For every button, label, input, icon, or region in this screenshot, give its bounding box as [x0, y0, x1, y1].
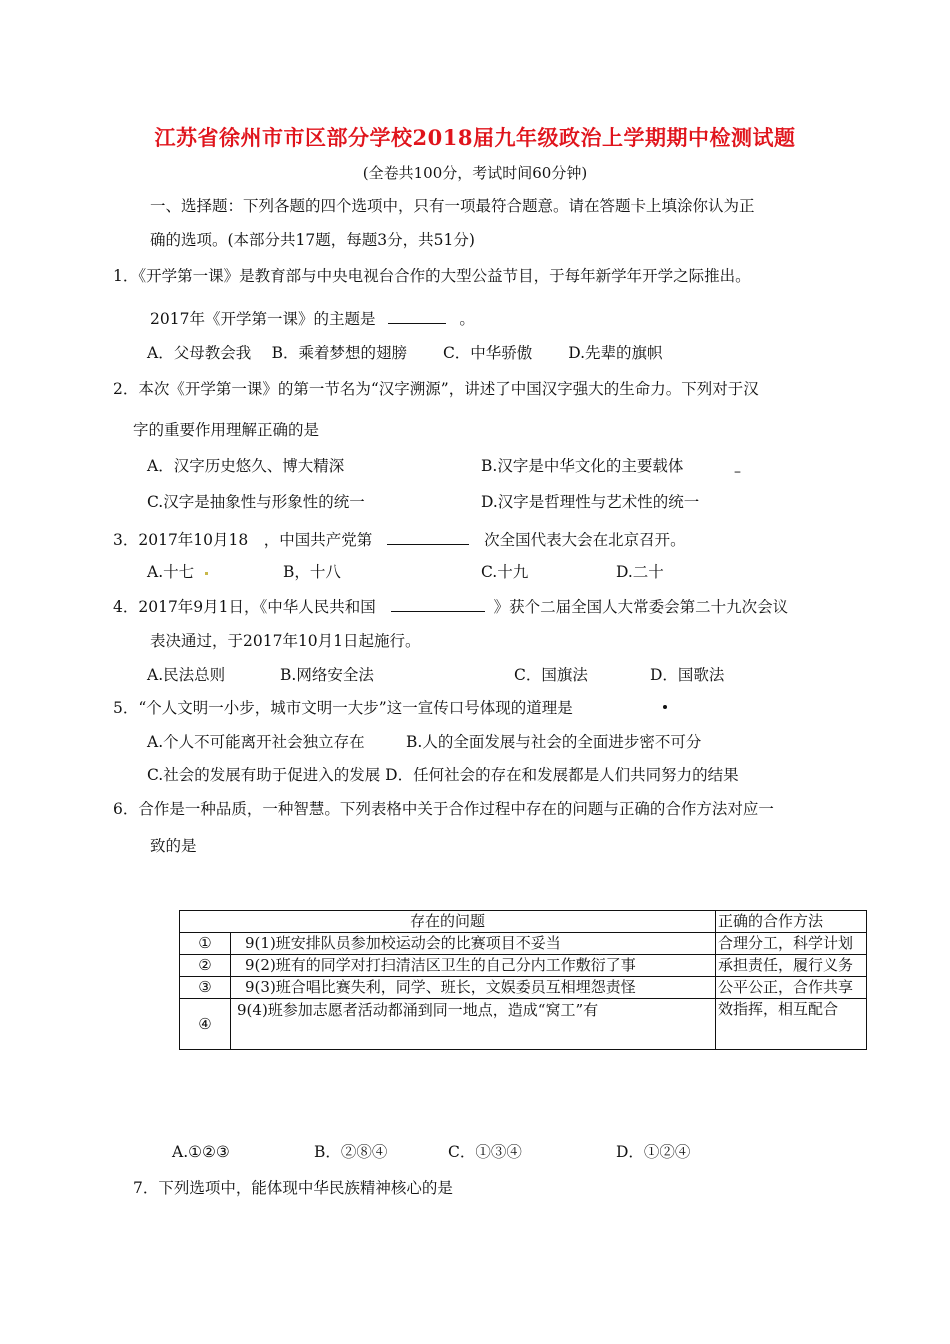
q2-option-a: A．汉字历史悠久、博大精深	[147, 457, 345, 475]
q3-stem-pre: 3．2017年10月18 ，中国共产党第	[113, 531, 373, 549]
q1-stem-line2	[150, 307, 475, 329]
q6-option-a: A.①②③	[172, 1143, 230, 1161]
q1-answer-blank	[388, 307, 446, 324]
q2-stem-line2: 字的重要作用理解正确的是	[133, 421, 320, 439]
table-header-row	[180, 911, 867, 933]
q4-stem-post: 》获个二届全国人大常委会第二十九次会议	[493, 598, 789, 616]
q6-option-c: C．①③④	[448, 1143, 522, 1161]
table-header-method: 正确的合作方法	[716, 911, 867, 933]
q3-stem	[113, 528, 686, 550]
q1-stem-line1: 1．《开学第一课》是教育部与中央电视台合作的大型公益节目，于每年新学年开学之际推出。	[113, 267, 751, 285]
stray-bullet	[663, 705, 667, 709]
table-row-method: 效指挥，相互配合	[716, 999, 867, 1050]
exam-info: (全卷共100分，考试时间60分钟)	[362, 164, 588, 182]
q2-option-d: D.汉字是哲理性与艺术性的统一	[481, 493, 700, 511]
q3-option-b: B，十八	[283, 563, 341, 581]
q4-stem-pre: 4．2017年9月1日，《中华人民共和国	[113, 598, 376, 616]
table-row-problem: 9(1)班安排队员参加校运动会的比赛项目不妥当	[231, 933, 716, 955]
q6-option-b: B．②⑧④	[314, 1143, 388, 1161]
q4-option-b: B.网络安全法	[280, 666, 374, 684]
stray-dash: –	[734, 464, 741, 480]
q1-options: A．父母教会我 B．乘着梦想的翅膀 C．中华骄傲 D.先辈的旗帜	[147, 344, 663, 362]
q4-option-a: A.民法总则	[147, 666, 226, 684]
table-row-method: 承担责任，履行义务	[716, 955, 867, 977]
q6-stem-line1: 6．合作是一种品质，一种智慧。下列表格中关于合作过程中存在的问题与正确的合作方法对应一	[113, 800, 774, 818]
q4-stem-line1	[113, 595, 788, 617]
q7-stem: 7．下列选项中，能体现中华民族精神核心的是	[133, 1179, 453, 1197]
q3-answer-blank	[387, 528, 469, 545]
q2-option-b: B.汉字是中华文化的主要载体	[481, 457, 684, 475]
table-row	[180, 933, 867, 955]
q4-answer-blank	[391, 595, 485, 612]
page-title: 江苏省徐州市市区部分学校2018届九年级政治上学期期中检测试题	[154, 125, 796, 150]
q5-stem: 5．“个人文明一小步，城市文明一大步”这一宣传口号体现的道理是	[113, 699, 573, 717]
table-row-method: 公平公正，合作共享	[716, 977, 867, 999]
table-row-method: 合理分工，科学计划	[716, 933, 867, 955]
table-row-number: ③	[180, 977, 231, 999]
q3-stem-post: 次全国代表大会在北京召开。	[484, 531, 686, 549]
q3-option-c: C.十九	[481, 563, 529, 581]
table-header-problem: 存在的问题	[180, 911, 716, 933]
q5-option-a: A.个人不可能离开社会独立存在	[147, 733, 365, 751]
table-row-number: ④	[180, 999, 231, 1050]
table-row-problem: 9(2)班有的同学对打扫清洁区卫生的自己分内工作敷衍了事	[231, 955, 716, 977]
table-row-problem: 9(3)班合唱比赛失利，同学、班长，文娱委员互相埋怨责怪	[231, 977, 716, 999]
q3-option-a: A.十七	[147, 563, 195, 581]
q2-option-c: C.汉字是抽象性与形象性的统一	[147, 493, 365, 511]
q6-stem-line2: 致的是	[150, 837, 197, 855]
table-row	[180, 955, 867, 977]
table-row	[180, 999, 867, 1050]
cooperation-table	[179, 910, 867, 1050]
q5-options-cd: C.社会的发展有助于促进入的发展 D．任何社会的存在和发展都是人们共同努力的结果	[147, 766, 739, 784]
section-instructions-line2: 确的选项。(本部分共17题，每题3分，共51分)	[150, 231, 475, 249]
q4-option-d: D．国歌法	[650, 666, 725, 684]
table-row-number: ①	[180, 933, 231, 955]
table-row	[180, 977, 867, 999]
table-row-number: ②	[180, 955, 231, 977]
q1-stem-pre: 2017年《开学第一课》的主题是	[150, 310, 376, 328]
section-instructions-line1: 一、选择题：下列各题的四个选项中，只有一项最符合题意。请在答题卡上填涂你认为正	[150, 197, 755, 215]
stray-dot	[205, 572, 208, 575]
q5-option-b: B.人的全面发展与社会的全面进步密不可分	[406, 733, 702, 751]
table-row-problem: 9(4)班参加志愿者活动都涌到同一地点，造成“窝工”有	[231, 999, 716, 1050]
q3-option-d: D.二十	[616, 563, 664, 581]
q4-stem-line2: 表决通过，于2017年10月1日起施行。	[150, 632, 421, 650]
q6-option-d: D．①②④	[616, 1143, 691, 1161]
q1-stem-post: 。	[459, 310, 475, 328]
q4-option-c: C．国旗法	[514, 666, 588, 684]
q2-stem-line1: 2．本次《开学第一课》的第一节名为“汉字溯源”，讲述了中国汉字强大的生命力。下列对于汉	[113, 380, 759, 398]
